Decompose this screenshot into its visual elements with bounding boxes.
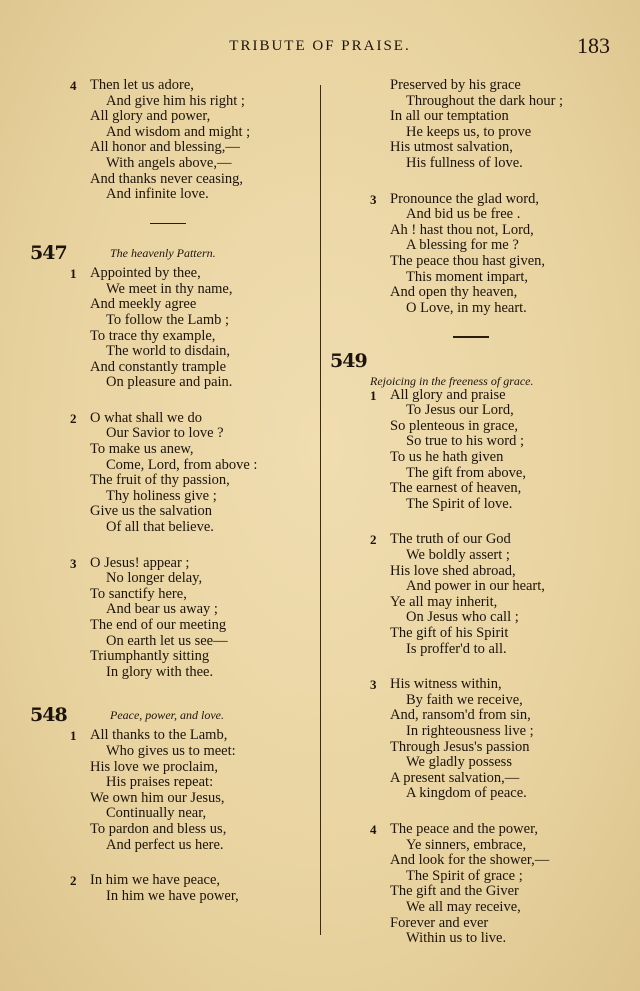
- verse: [30, 728, 290, 853]
- verse-line: And give him his right ;: [106, 92, 245, 109]
- verse-line: Appointed by thee,: [90, 265, 201, 282]
- verse-line: His utmost salvation,: [390, 139, 513, 156]
- verse-line: Ye all may inherit,: [390, 593, 498, 610]
- hymn-548: [30, 704, 290, 904]
- verse-line: The peace and the power,: [390, 820, 538, 837]
- verse-line: And power in our heart,: [406, 578, 545, 595]
- verse: [30, 556, 290, 681]
- verse-line: And perfect us here.: [106, 836, 224, 853]
- verse-line: His fullness of love.: [406, 154, 523, 171]
- verse-line: And wisdom and might ;: [106, 123, 251, 140]
- verse-line: Ye sinners, embrace,: [406, 836, 527, 853]
- verse-line: To Jesus our Lord,: [406, 402, 514, 419]
- verse-line: O Love, in my heart.: [406, 299, 527, 316]
- verse-line: His witness within,: [390, 676, 502, 693]
- section-rule: [453, 336, 489, 337]
- hymn-549: [330, 350, 620, 947]
- verse-line: The end of our meeting: [90, 617, 227, 634]
- hymn-number: 549: [330, 349, 367, 372]
- verse-line: With angels above,—: [106, 154, 232, 171]
- verse-line: To pardon and bless us,: [90, 820, 227, 837]
- verse-line: O Jesus! appear ;: [90, 554, 190, 571]
- hymn-heading: [30, 704, 290, 726]
- hymn-title: Rejoicing in the freeness of grace.: [370, 373, 534, 388]
- running-header: TRIBUTE OF PRAISE.: [229, 38, 411, 54]
- verse-line: The Spirit of love.: [406, 495, 513, 512]
- verse-line: No longer delay,: [106, 570, 203, 587]
- verse-line: In righteousness live ;: [406, 722, 534, 739]
- hymn-title: The heavenly Pattern.: [110, 246, 216, 261]
- verse-line: The gift from above,: [406, 464, 526, 481]
- verse-line: In him we have power,: [106, 887, 239, 904]
- verse: [330, 822, 620, 947]
- verse-line: Through Jesus's passion: [390, 738, 530, 755]
- verse-line: We gladly possess: [406, 754, 512, 771]
- verse-line: Give us the salvation: [90, 503, 213, 520]
- verse-line: A kingdom of peace.: [406, 785, 527, 802]
- hymn-547: [30, 242, 290, 680]
- verse-line: And meekly agree: [90, 296, 197, 313]
- verse-line: He keeps us, to prove: [406, 123, 532, 140]
- verse-line: And bear us away ;: [106, 601, 218, 618]
- verse-line: O what shall we do: [90, 409, 202, 426]
- verse-line: In glory with thee.: [106, 663, 214, 680]
- verse: [330, 192, 620, 317]
- verse-line: His love shed abroad,: [390, 562, 516, 579]
- verse-line: All glory and power,: [90, 108, 211, 125]
- verse: [30, 266, 290, 391]
- right-column: [330, 78, 620, 967]
- hymn-number: 548: [30, 704, 67, 727]
- verse-line: The gift and the Giver: [390, 883, 519, 900]
- verse-line: To us he hath given: [390, 449, 504, 466]
- verse-number: 4: [370, 821, 377, 837]
- verse-line: To sanctify here,: [90, 585, 187, 602]
- verse-line: A blessing for me ?: [406, 237, 519, 254]
- verse-line: Thy holiness give ;: [106, 487, 217, 504]
- hymn-number: 547: [30, 242, 67, 265]
- verse-line: And infinite love.: [106, 186, 209, 203]
- left-column: [30, 78, 290, 924]
- verse-line: The truth of our God: [390, 531, 511, 548]
- verse-line: By faith we receive,: [406, 691, 523, 708]
- verse: [330, 677, 620, 802]
- verse: [330, 78, 620, 172]
- hymn-heading: [330, 350, 620, 386]
- verse-line: All glory and praise: [390, 386, 506, 403]
- verse-line: This moment impart,: [406, 268, 529, 285]
- verse-line: Is proffer'd to all.: [406, 640, 507, 657]
- verse-line: His love we proclaim,: [90, 758, 219, 775]
- verse-line: And open thy heaven,: [390, 284, 518, 301]
- verse-line: We meet in thy name,: [106, 280, 233, 297]
- verse-number: 3: [370, 191, 377, 207]
- verse-number: 4: [70, 78, 77, 93]
- verse-line: Then let us adore,: [90, 77, 194, 93]
- verse-line: And, ransom'd from sin,: [390, 707, 531, 724]
- verse-number: 2: [370, 532, 377, 548]
- verse-line: So plenteous in grace,: [390, 417, 519, 434]
- verse-line: And thanks never ceasing,: [90, 170, 244, 187]
- verse-line: We own him our Jesus,: [90, 789, 225, 806]
- verse-line: All thanks to the Lamb,: [90, 727, 228, 744]
- verse-line: The gift of his Spirit: [390, 625, 509, 642]
- verse-line: And bid us be free .: [406, 206, 521, 223]
- verse-line: To trace thy example,: [90, 327, 216, 344]
- verse: [30, 78, 290, 203]
- verse-line: The fruit of thy passion,: [90, 472, 230, 489]
- verse: [30, 873, 290, 904]
- section-rule: [150, 223, 186, 224]
- verse-line: In him we have peace,: [90, 872, 221, 889]
- verse-line: Triumphantly sitting: [90, 648, 210, 665]
- verse-line: We boldly assert ;: [406, 547, 510, 564]
- verse-line: And constantly trample: [90, 358, 227, 375]
- column-divider: [320, 85, 321, 935]
- verse-line: Pronounce the glad word,: [390, 190, 539, 207]
- verse-line: So true to his word ;: [406, 433, 525, 450]
- verse-number: 2: [70, 873, 77, 889]
- verse-line: On pleasure and pain.: [106, 374, 233, 391]
- verse: [30, 411, 290, 536]
- verse-line: In all our temptation: [390, 108, 509, 125]
- verse-line: All honor and blessing,—: [90, 139, 240, 156]
- verse-number: 2: [70, 410, 77, 426]
- verse-number: 1: [70, 728, 77, 744]
- verse-line: On earth let us see—: [106, 632, 228, 649]
- verse-number: 3: [370, 677, 377, 693]
- hymn-heading: [30, 242, 290, 264]
- verse: [330, 388, 620, 513]
- verse-number: 1: [70, 266, 77, 282]
- verse-line: Forever and ever: [390, 914, 489, 931]
- verse-line: A present salvation,—: [390, 769, 520, 786]
- verse-line: Of all that believe.: [106, 519, 214, 536]
- verse-line: On Jesus who call ;: [406, 609, 519, 626]
- verse-line: The peace thou hast given,: [390, 252, 546, 269]
- verse-line: We all may receive,: [406, 898, 521, 915]
- verse-line: The world to disdain,: [106, 343, 231, 360]
- verse-line: The Spirit of grace ;: [406, 867, 523, 884]
- verse-line: His praises repeat:: [106, 774, 214, 791]
- verse-line: Come, Lord, from above :: [106, 456, 258, 473]
- verse-line: Continually near,: [106, 805, 207, 822]
- verse-number: 1: [370, 387, 377, 403]
- verse-line: And look for the shower,—: [390, 852, 550, 869]
- verse-line: Throughout the dark hour ;: [406, 92, 564, 109]
- hymn-title: Peace, power, and love.: [110, 708, 224, 723]
- verse-line: To follow the Lamb ;: [106, 311, 230, 328]
- verse-line: Our Savior to love ?: [106, 425, 224, 442]
- verse-line: Ah ! hast thou not, Lord,: [390, 221, 534, 238]
- verse-line: The earnest of heaven,: [390, 480, 522, 497]
- verse-line: Preserved by his grace: [390, 77, 521, 93]
- verse-line: To make us anew,: [90, 441, 194, 458]
- verse: [330, 532, 620, 657]
- verse-line: Within us to live.: [406, 930, 507, 947]
- verse-line: Who gives us to meet:: [106, 742, 236, 759]
- verse-number: 3: [70, 555, 77, 571]
- page-number: 183: [577, 33, 610, 58]
